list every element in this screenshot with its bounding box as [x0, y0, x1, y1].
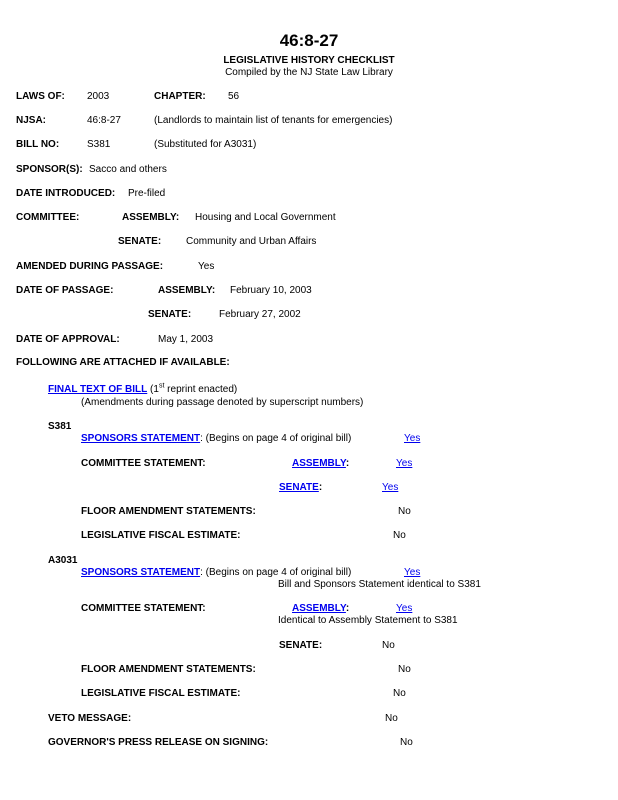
- s381-assembly-yes-link[interactable]: Yes: [396, 458, 413, 469]
- a3031-sponsors-line: [81, 567, 351, 579]
- passage-assembly-label: ASSEMBLY:: [158, 285, 216, 296]
- s381-senate-colon: :: [318, 482, 323, 493]
- date-introduced-value: Pre-filed: [128, 188, 166, 199]
- a3031-assembly-colon: :: [345, 603, 350, 614]
- committee-senate-value: Community and Urban Affairs: [186, 236, 317, 247]
- committee-senate-label: SENATE:: [118, 236, 162, 247]
- final-text-paren: (1: [150, 384, 159, 395]
- a3031-assembly-link[interactable]: ASSEMBLY: [292, 603, 346, 614]
- s381-assembly-link[interactable]: ASSEMBLY: [292, 458, 346, 469]
- a3031-heading: A3031: [48, 555, 78, 566]
- a3031-committee-label: COMMITTEE STATEMENT:: [81, 603, 206, 614]
- passage-senate-value: February 27, 2002: [219, 309, 301, 320]
- s381-fiscal-label: LEGISLATIVE FISCAL ESTIMATE:: [81, 530, 241, 541]
- a3031-floor-label: FLOOR AMENDMENT STATEMENTS:: [81, 664, 256, 675]
- committee-assembly-label: ASSEMBLY:: [122, 212, 180, 223]
- amended-label: AMENDED DURING PASSAGE:: [16, 261, 164, 272]
- final-text-note: (Amendments during passage denoted by superscript numbers): [81, 397, 364, 408]
- s381-assembly-line: [292, 458, 349, 470]
- date-introduced-label: DATE INTRODUCED:: [16, 188, 116, 199]
- final-text-sup: st: [158, 382, 165, 390]
- njsa-label: NJSA:: [16, 115, 47, 126]
- a3031-sponsors-yes-link[interactable]: Yes: [404, 567, 421, 578]
- veto-label: VETO MESSAGE:: [48, 713, 132, 724]
- final-text-link[interactable]: FINAL TEXT OF BILL: [48, 384, 148, 395]
- final-text-line: [48, 384, 237, 396]
- sponsors-value: Sacco and others: [89, 164, 167, 175]
- press-release-value: No: [400, 737, 413, 748]
- a3031-assembly-note: Identical to Assembly Statement to S381: [278, 615, 458, 626]
- press-release-label: GOVERNOR'S PRESS RELEASE ON SIGNING:: [48, 737, 269, 748]
- passage-label: DATE OF PASSAGE:: [16, 285, 114, 296]
- s381-committee-label: COMMITTEE STATEMENT:: [81, 458, 206, 469]
- veto-value: No: [385, 713, 398, 724]
- njsa-note: (Landlords to maintain list of tenants for emergencies): [154, 115, 393, 126]
- approval-label: DATE OF APPROVAL:: [16, 334, 120, 345]
- a3031-assembly-line: [292, 603, 349, 615]
- s381-heading: S381: [48, 421, 72, 432]
- final-text-rest: reprint enacted): [164, 384, 238, 395]
- s381-sponsors-line: [81, 433, 351, 445]
- a3031-identical-note: Bill and Sponsors Statement identical to S381: [278, 579, 481, 590]
- s381-assembly-colon: :: [345, 458, 350, 469]
- passage-senate-label: SENATE:: [148, 309, 192, 320]
- bill-no-value: S381: [87, 139, 111, 150]
- laws-of-label: LAWS OF:: [16, 91, 65, 102]
- chapter-label: CHAPTER:: [154, 91, 206, 102]
- s381-sponsors-statement-link[interactable]: SPONSORS STATEMENT: [81, 433, 201, 444]
- passage-assembly-value: February 10, 2003: [230, 285, 312, 296]
- page-title: 46:8-27: [279, 31, 339, 50]
- bill-no-note: (Substituted for A3031): [154, 139, 257, 150]
- a3031-fiscal-label: LEGISLATIVE FISCAL ESTIMATE:: [81, 688, 241, 699]
- a3031-floor-value: No: [398, 664, 411, 675]
- compiled-by: Compiled by the NJ State Law Library: [225, 67, 393, 78]
- s381-fiscal-value: No: [393, 530, 406, 541]
- committee-label: COMMITTEE:: [16, 212, 80, 223]
- s381-sponsors-yes-link[interactable]: Yes: [404, 433, 421, 444]
- a3031-senate-label: SENATE:: [279, 640, 323, 651]
- following-heading: FOLLOWING ARE ATTACHED IF AVAILABLE:: [16, 357, 230, 368]
- committee-assembly-value: Housing and Local Government: [195, 212, 336, 223]
- bill-no-label: BILL NO:: [16, 139, 60, 150]
- amended-value: Yes: [198, 261, 215, 272]
- s381-floor-label: FLOOR AMENDMENT STATEMENTS:: [81, 506, 256, 517]
- page-subtitle: LEGISLATIVE HISTORY CHECKLIST: [223, 55, 395, 66]
- a3031-fiscal-value: No: [393, 688, 406, 699]
- approval-value: May 1, 2003: [158, 334, 214, 345]
- s381-senate-link[interactable]: SENATE: [279, 482, 319, 493]
- s381-sponsors-note: : (Begins on page 4 of original bill): [200, 433, 352, 444]
- s381-floor-value: No: [398, 506, 411, 517]
- a3031-assembly-yes-link[interactable]: Yes: [396, 603, 413, 614]
- laws-of-value: 2003: [87, 91, 110, 102]
- s381-senate-line: [279, 482, 322, 494]
- njsa-value: 46:8-27: [87, 115, 121, 126]
- a3031-sponsors-note: : (Begins on page 4 of original bill): [200, 567, 352, 578]
- a3031-senate-value: No: [382, 640, 395, 651]
- s381-senate-yes-link[interactable]: Yes: [382, 482, 399, 493]
- sponsors-label: SPONSOR(S):: [16, 164, 83, 175]
- a3031-sponsors-statement-link[interactable]: SPONSORS STATEMENT: [81, 567, 201, 578]
- chapter-value: 56: [228, 91, 240, 102]
